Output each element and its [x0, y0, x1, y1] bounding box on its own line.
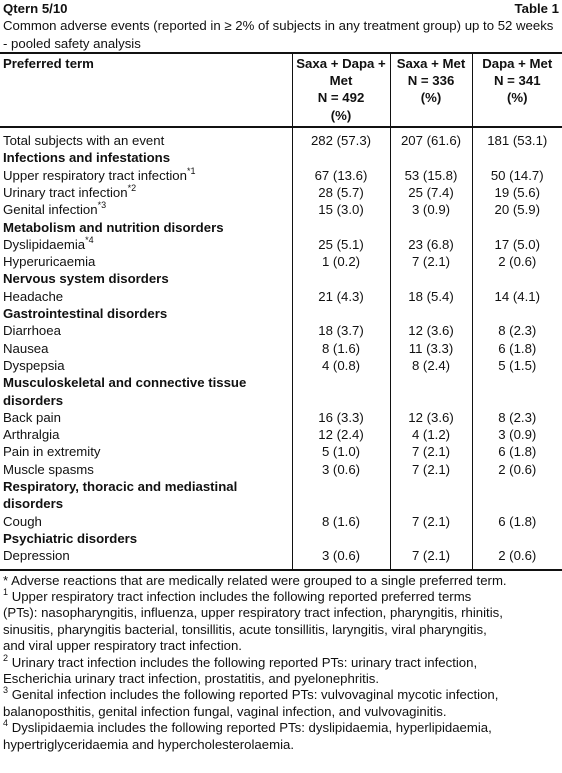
empty-cell — [390, 478, 472, 513]
row-label — [0, 270, 292, 287]
preferred-term: Hyperuricaemia — [3, 254, 96, 270]
empty-cell — [292, 270, 390, 287]
cell-value: 3 (0.9) — [390, 201, 472, 218]
cell-value: 6 (1.8) — [472, 443, 562, 460]
table-row — [0, 513, 562, 530]
empty-cell — [390, 219, 472, 236]
column-header-line: Saxa + Met — [396, 55, 466, 71]
cell-value: 8 (1.6) — [292, 340, 390, 357]
cell-value: 2 (0.6) — [472, 461, 562, 478]
footnote-line: Adverse reactions that are medically related were grouped to a single preferred term. — [11, 572, 507, 588]
cell-value: 12 (3.6) — [390, 322, 472, 339]
empty-cell — [390, 270, 472, 287]
column-header-preferred-term — [0, 53, 292, 127]
cell-value: 7 (2.1) — [390, 253, 472, 270]
footnote-line: Dyslipidaemia includes the following reported PTs: dyslipidaemia, hyperlipidaemia, — [11, 720, 492, 736]
cell-value: 23 (6.8) — [390, 236, 472, 253]
footnote — [3, 586, 559, 655]
table-row — [0, 127, 562, 149]
table-row — [0, 443, 562, 460]
cell-value: 8 (2.3) — [472, 409, 562, 426]
cell-value: 18 (5.4) — [390, 288, 472, 305]
preferred-term: Back pain — [3, 409, 61, 425]
row-label — [0, 443, 292, 460]
page-header — [0, 0, 562, 17]
table-row — [0, 253, 562, 270]
table-row — [0, 461, 562, 478]
cell-value: 7 (2.1) — [390, 513, 472, 530]
footnote-line: balanoposthitis, genital infection fungal, vaginal infection, and vulvovaginitis. — [3, 703, 447, 719]
category-name: Respiratory, thoracic and mediastinal — [3, 479, 238, 495]
cell-value: 3 (0.6) — [292, 461, 390, 478]
preferred-term: Headache — [3, 288, 64, 304]
column-header-line: N = 492 — [317, 90, 365, 106]
footnote-mark: 4 — [3, 718, 9, 729]
row-label — [0, 530, 292, 547]
table-row — [0, 236, 562, 253]
cell-value: 8 (1.6) — [292, 513, 390, 530]
empty-cell — [292, 149, 390, 166]
cell-value: 5 (1.0) — [292, 443, 390, 460]
cell-value: 207 (61.6) — [390, 127, 472, 149]
row-label — [0, 288, 292, 305]
row-label — [0, 374, 292, 409]
footnote-mark: 3 — [3, 685, 9, 696]
footnotes — [0, 571, 562, 753]
row-label — [0, 340, 292, 357]
cell-value: 1 (0.2) — [292, 253, 390, 270]
empty-cell — [472, 530, 562, 547]
cell-value: 25 (5.1) — [292, 236, 390, 253]
preferred-term: Dyslipidaemia — [3, 236, 86, 252]
table-header-row — [0, 53, 562, 127]
cell-value: 4 (1.2) — [390, 426, 472, 443]
row-label — [0, 236, 292, 253]
column-header-line: (%) — [420, 90, 442, 106]
cell-value: 3 (0.9) — [472, 426, 562, 443]
table-row — [0, 288, 562, 305]
preferred-term: Muscle spasms — [3, 461, 94, 477]
column-header-line: Dapa + Met — [482, 55, 553, 71]
cell-value: 18 (3.7) — [292, 322, 390, 339]
table-row — [0, 357, 562, 374]
cell-value: 12 (3.6) — [390, 409, 472, 426]
preferred-term: Arthralgia — [3, 427, 60, 443]
preferred-term: Pain in extremity — [3, 444, 101, 460]
table-row — [0, 184, 562, 201]
footnote-line: Upper respiratory tract infection includes the following reported preferred terms — [11, 588, 472, 604]
footnote — [3, 687, 559, 720]
empty-cell — [390, 149, 472, 166]
empty-cell — [472, 478, 562, 513]
cell-value: 14 (4.1) — [472, 288, 562, 305]
system-organ-class-row — [0, 305, 562, 322]
cell-value: 53 (15.8) — [390, 167, 472, 184]
column-header-line: N = 336 — [407, 73, 455, 89]
system-organ-class-row — [0, 270, 562, 287]
category-name: Musculoskeletal and connective tissue — [3, 375, 247, 391]
system-organ-class-row — [0, 374, 562, 409]
empty-cell — [390, 374, 472, 409]
cell-value: 21 (4.3) — [292, 288, 390, 305]
row-label — [0, 253, 292, 270]
cell-value: 6 (1.8) — [472, 340, 562, 357]
category-name: disorders — [3, 496, 64, 512]
footnote-line: Genital infection includes the following reported PTs: vulvovaginal mycotic infection, — [11, 687, 499, 703]
document-id: Qtern 5/10 — [3, 1, 68, 16]
row-label — [0, 149, 292, 166]
empty-cell — [390, 530, 472, 547]
preferred-term: Cough — [3, 513, 42, 529]
cell-value: 19 (5.6) — [472, 184, 562, 201]
cell-value: 16 (3.3) — [292, 409, 390, 426]
row-label — [0, 461, 292, 478]
table-row — [0, 409, 562, 426]
cell-value: 28 (5.7) — [292, 184, 390, 201]
column-header-line: N = 341 — [493, 73, 541, 89]
empty-cell — [472, 305, 562, 322]
cell-value: 181 (53.1) — [472, 127, 562, 149]
empty-cell — [292, 478, 390, 513]
cell-value: 17 (5.0) — [472, 236, 562, 253]
system-organ-class-row — [0, 149, 562, 166]
footnote-line: and viral upper respiratory tract infection. — [3, 638, 242, 654]
category-name: Gastrointestinal disorders — [3, 306, 168, 322]
empty-cell — [472, 270, 562, 287]
column-header-line: (%) — [506, 90, 528, 106]
footnote-mark: 1 — [3, 586, 9, 597]
system-organ-class-row — [0, 219, 562, 236]
footnote — [3, 720, 559, 753]
footnote-marker: *4 — [85, 234, 94, 245]
cell-value: 11 (3.3) — [390, 340, 472, 357]
cell-value: 282 (57.3) — [292, 127, 390, 149]
cell-value: 25 (7.4) — [390, 184, 472, 201]
cell-value: 8 (2.4) — [390, 357, 472, 374]
row-label — [0, 513, 292, 530]
table-row — [0, 322, 562, 339]
row-label — [0, 547, 292, 569]
row-label — [0, 305, 292, 322]
empty-cell — [292, 374, 390, 409]
preferred-term: Dyspepsia — [3, 357, 65, 373]
footnote-marker: *3 — [97, 200, 107, 211]
cell-value: 4 (0.8) — [292, 357, 390, 374]
row-label — [0, 478, 292, 513]
empty-cell — [472, 374, 562, 409]
cell-value: 2 (0.6) — [472, 547, 562, 569]
empty-cell — [292, 305, 390, 322]
column-header-line: Preferred term — [3, 55, 94, 71]
column-header-group-1 — [292, 53, 390, 127]
table-row — [0, 547, 562, 569]
table-row — [0, 340, 562, 357]
cell-value: 6 (1.8) — [472, 513, 562, 530]
footnote-marker: *2 — [127, 182, 137, 193]
empty-cell — [390, 305, 472, 322]
table-body — [0, 127, 562, 569]
table-row — [0, 167, 562, 184]
footnote-marker: *1 — [186, 165, 196, 176]
category-name: disorders — [3, 392, 64, 408]
cell-value: 67 (13.6) — [292, 167, 390, 184]
preferred-term: Diarrhoea — [3, 323, 61, 339]
preferred-term: Genital infection — [3, 202, 98, 218]
row-label — [0, 409, 292, 426]
empty-cell — [292, 530, 390, 547]
empty-cell — [292, 219, 390, 236]
footnote-line: (PTs): nasopharyngitis, influenza, upper respiratory tract infection, pharyngitis, rhinitis, — [3, 605, 503, 621]
column-header-line: Saxa + Dapa + — [296, 55, 386, 71]
category-name: Psychiatric disorders — [3, 530, 138, 546]
table-caption: Common adverse events (reported in ≥ 2% of subjects in any treatment group) up to 52 weeks - pooled safety analysis — [3, 18, 554, 51]
row-label — [0, 322, 292, 339]
table-row — [0, 201, 562, 218]
adverse-events-table — [0, 52, 562, 571]
cell-value: 7 (2.1) — [390, 461, 472, 478]
cell-value: 7 (2.1) — [390, 443, 472, 460]
table-row — [0, 426, 562, 443]
preferred-term: Urinary tract infection — [3, 184, 128, 200]
footnote-mark: 2 — [3, 652, 9, 663]
empty-cell — [472, 149, 562, 166]
cell-value: 5 (1.5) — [472, 357, 562, 374]
preferred-term: Nausea — [3, 340, 49, 356]
cell-value: 7 (2.1) — [390, 547, 472, 569]
row-label — [0, 357, 292, 374]
category-name: Nervous system disorders — [3, 271, 169, 287]
row-label — [0, 127, 292, 149]
cell-value: 15 (3.0) — [292, 201, 390, 218]
column-header-group-3 — [472, 53, 562, 127]
row-label — [0, 201, 292, 218]
footnote-line: hypertriglyceridaemia and hypercholesterolaemia. — [3, 736, 295, 752]
footnote-line: Urinary tract infection includes the following reported PTs: urinary tract infection, — [11, 654, 478, 670]
row-label — [0, 184, 292, 201]
system-organ-class-row — [0, 530, 562, 547]
column-header-line: (%) — [330, 107, 352, 123]
column-header-group-2 — [390, 53, 472, 127]
cell-value: 2 (0.6) — [472, 253, 562, 270]
category-name: Metabolism and nutrition disorders — [3, 219, 224, 235]
empty-cell — [472, 219, 562, 236]
cell-value: 8 (2.3) — [472, 322, 562, 339]
footnote-mark: * — [3, 572, 9, 588]
row-label — [0, 219, 292, 236]
footnote — [3, 573, 559, 589]
footnote-line: sinusitis, pharyngitis bacterial, tonsillitis, acute tonsillitis, laryngitis, viral pharyngitis, — [3, 621, 487, 637]
row-label — [0, 167, 292, 184]
column-header-line: Met — [329, 73, 353, 89]
cell-value: 20 (5.9) — [472, 201, 562, 218]
footnote-line: Escherichia urinary tract infection, prostatitis, and pyelonephritis. — [3, 670, 380, 686]
table-number: Table 1 — [514, 1, 559, 16]
preferred-term: Total subjects with an event — [3, 133, 165, 149]
category-name: Infections and infestations — [3, 150, 171, 166]
footnote — [3, 652, 559, 688]
cell-value: 50 (14.7) — [472, 167, 562, 184]
preferred-term: Upper respiratory tract infection — [3, 167, 187, 183]
cell-value: 12 (2.4) — [292, 426, 390, 443]
preferred-term: Depression — [3, 548, 70, 564]
cell-value: 3 (0.6) — [292, 547, 390, 569]
row-label — [0, 426, 292, 443]
system-organ-class-row — [0, 478, 562, 513]
